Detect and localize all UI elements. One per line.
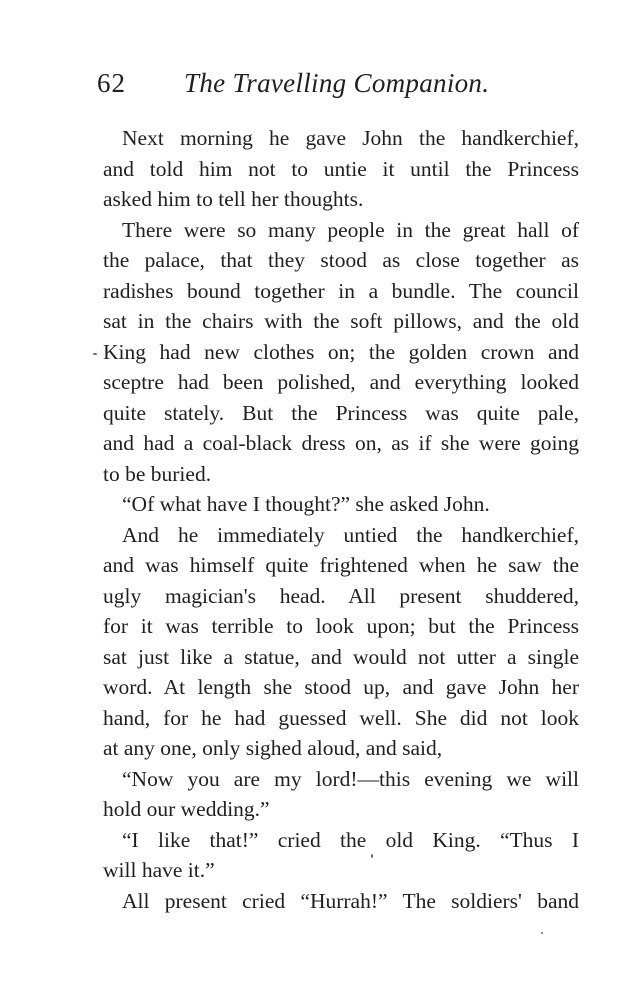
text-line: sat just like a statue, and would not utter a single [103,644,579,669]
text-line: asked him to tell her thoughts. [103,187,364,211]
body-text [103,123,579,916]
text-line: will have it.” [103,858,215,882]
text-line: “I like that!” cried the old King. “Thus I [122,827,579,852]
paper-speck [371,854,373,858]
text-line: for it was terrible to look upon; but the Princess [103,614,579,638]
running-head [0,68,630,108]
text-line: word. At length she stood up, and gave John her [103,675,579,699]
text-line: to be buried. [103,461,212,486]
paper-speck [93,353,97,355]
text-line: the palace, that they stood as close together as [103,248,579,272]
text-line: “Now you are my lord!—this evening we will [122,766,579,791]
text-line: Next morning he gave John the handkerchief, [122,126,579,150]
text-line: There were so many people in the great hall of [122,217,579,242]
text-line: quite stately. But the Princess was quite pale, [103,400,579,425]
text-line: King had new clothes on; the golden crown and [103,339,579,364]
text-line: hand, for he had guessed well. She did not look [103,705,579,730]
text-line: radishes bound together in a bundle. The council [103,278,579,303]
paper-speck [541,932,543,934]
text-line: “Of what have I thought?” she asked John. [122,492,490,516]
text-line: And he immediately untied the handkerchief, [122,522,579,547]
page-number: 62 [97,68,126,98]
text-line: sceptre had been polished, and everything looked [103,370,579,394]
text-line: hold our wedding.” [103,797,270,821]
running-title: The Travelling Companion. [184,68,490,98]
text-line: sat in the chairs with the soft pillows, and the old [103,309,579,333]
text-line: ugly magician's head. All present shuddered, [103,583,579,608]
text-line: All present cried “Hurrah!” The soldiers' band [122,888,579,913]
text-line: and told him not to untie it until the Princess [103,156,579,181]
text-line: and was himself quite frightened when he saw the [103,553,579,577]
text-line: at any one, only sighed aloud, and said, [103,736,443,760]
text-line: and had a coal-black dress on, as if she were going [103,431,579,455]
